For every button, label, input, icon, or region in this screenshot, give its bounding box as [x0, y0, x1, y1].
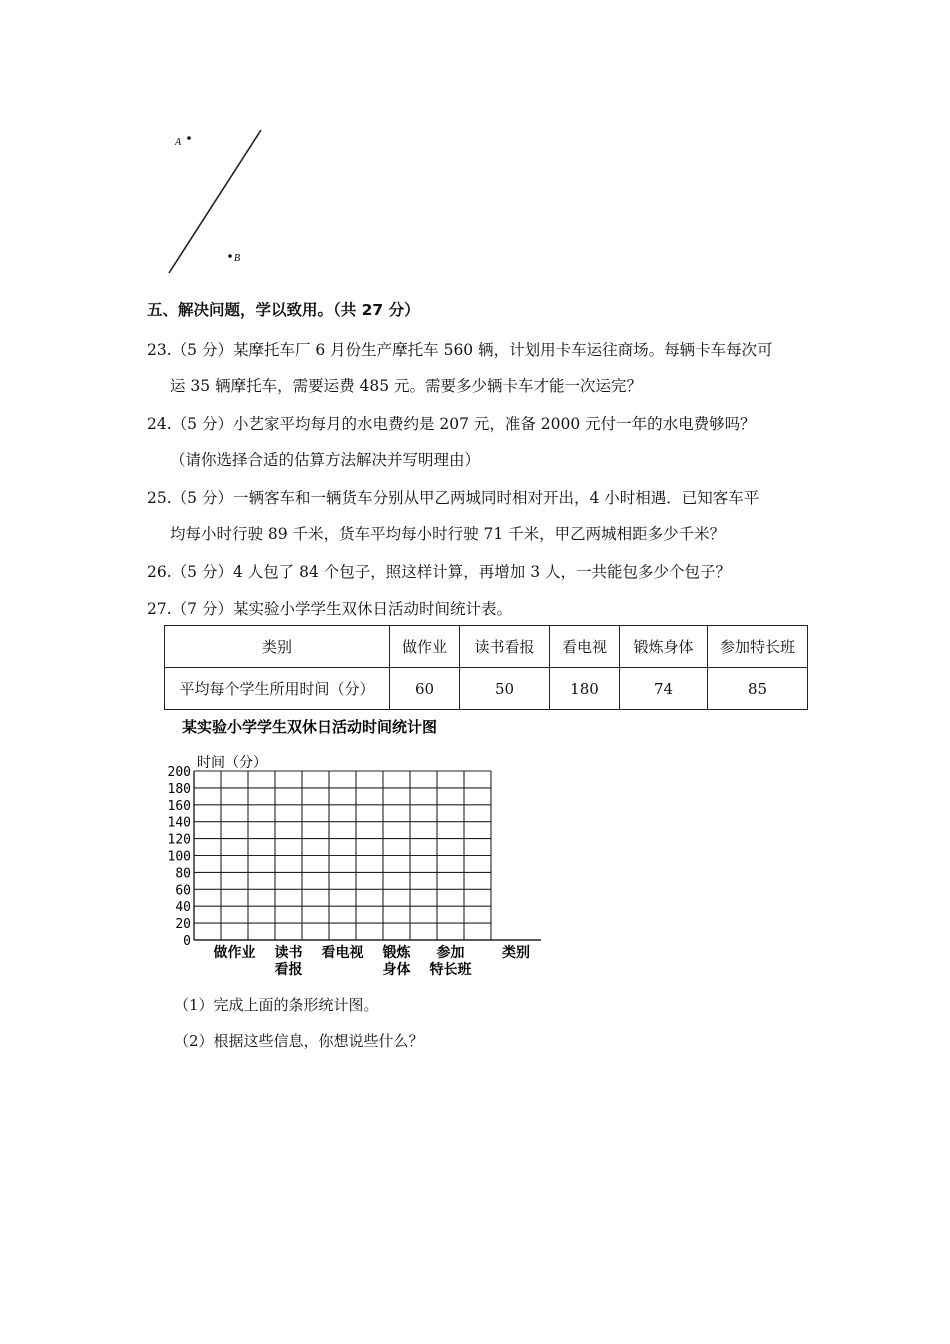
table-row-label: 平均每个学生所用时间（分）	[165, 668, 390, 710]
table-header-row	[165, 626, 808, 668]
point-b-label: B	[234, 253, 241, 264]
table-value-cell: 50	[460, 668, 550, 710]
y-tick-label: 120	[167, 832, 191, 848]
section-title: 五、解决问题，学以致用。（共 27 分）	[147, 301, 420, 319]
point-a-dot	[187, 136, 191, 140]
sub-question-2: （2）根据这些信息，你想说些什么？	[174, 1032, 424, 1050]
y-axis-label: 时间（分）	[197, 755, 267, 771]
x-tick-label: 特长班	[429, 962, 472, 978]
x-tick-label: 看电视	[321, 945, 364, 961]
table-value-cell: 74	[620, 668, 708, 710]
y-tick-label: 60	[175, 883, 191, 899]
y-tick-label: 100	[167, 849, 191, 865]
y-tick-label: 80	[175, 866, 191, 882]
straight-line	[169, 130, 261, 273]
x-tick-label: 参加	[436, 945, 465, 961]
y-tick-label: 200	[167, 765, 191, 780]
question-25-line-2: 均每小时行驶 89 千米，货车平均每小时行驶 71 千米，甲乙两城相距多少千米？	[170, 525, 726, 543]
y-tick-label: 160	[167, 798, 191, 814]
table-category-cell: 看电视	[550, 626, 620, 668]
question-25-line-1: 25.（5 分）一辆客车和一辆货车分别从甲乙两城同时相对开出，4 小时相遇．已知客车平	[147, 489, 760, 507]
chart-title: 某实验小学学生双休日活动时间统计图	[182, 718, 438, 736]
bar-chart	[160, 712, 560, 982]
table-category-cell: 读书看报	[460, 626, 550, 668]
sub-question-1: （1）完成上面的条形统计图。	[174, 996, 379, 1014]
activity-time-table	[164, 625, 808, 710]
y-tick-label: 40	[175, 900, 191, 916]
table-header-label: 类别	[165, 626, 390, 668]
question-23-line-2: 运 35 辆摩托车，需要运费 485 元。需要多少辆卡车才能一次运完？	[170, 377, 643, 395]
table-category-cell: 锻炼身体	[620, 626, 708, 668]
question-26-line-1: 26.（5 分）4 人包了 84 个包子，照这样计算，再增加 3 人，一共能包多少个包子？	[147, 563, 732, 581]
x-tick-label: 看报	[274, 962, 303, 978]
table-category-cell: 参加特长班	[708, 626, 808, 668]
x-tick-label: 身体	[382, 962, 411, 978]
table-value-row	[165, 668, 808, 710]
table-category-cell: 做作业	[390, 626, 460, 668]
question-24-line-2: （请你选择合适的估算方法解决并写明理由）	[170, 451, 481, 469]
y-tick-label: 20	[175, 917, 191, 933]
x-tick-label: 做作业	[213, 945, 256, 961]
y-tick-label: 0	[183, 934, 191, 949]
y-tick-label: 140	[167, 815, 191, 831]
x-tick-label: 读书	[274, 945, 303, 961]
table-value-cell: 180	[550, 668, 620, 710]
question-27-line-1: 27.（7 分）某实验小学学生双休日活动时间统计表。	[147, 600, 512, 618]
point-a-label: A	[175, 137, 182, 148]
y-tick-label: 180	[167, 781, 191, 797]
x-tick-label: 锻炼	[382, 945, 411, 961]
geometry-figure	[160, 120, 280, 280]
table-value-cell: 60	[390, 668, 460, 710]
point-b-dot	[228, 254, 232, 258]
x-axis-label: 类别	[502, 945, 530, 961]
table-value-cell: 85	[708, 668, 808, 710]
question-24-line-1: 24.（5 分）小艺家平均每月的水电费约是 207 元，准备 2000 元付一年的水电费够吗？	[147, 415, 756, 433]
question-23-line-1: 23.（5 分）某摩托车厂 6 月份生产摩托车 560 辆，计划用卡车运往商场。每辆卡车每次可	[147, 341, 773, 359]
